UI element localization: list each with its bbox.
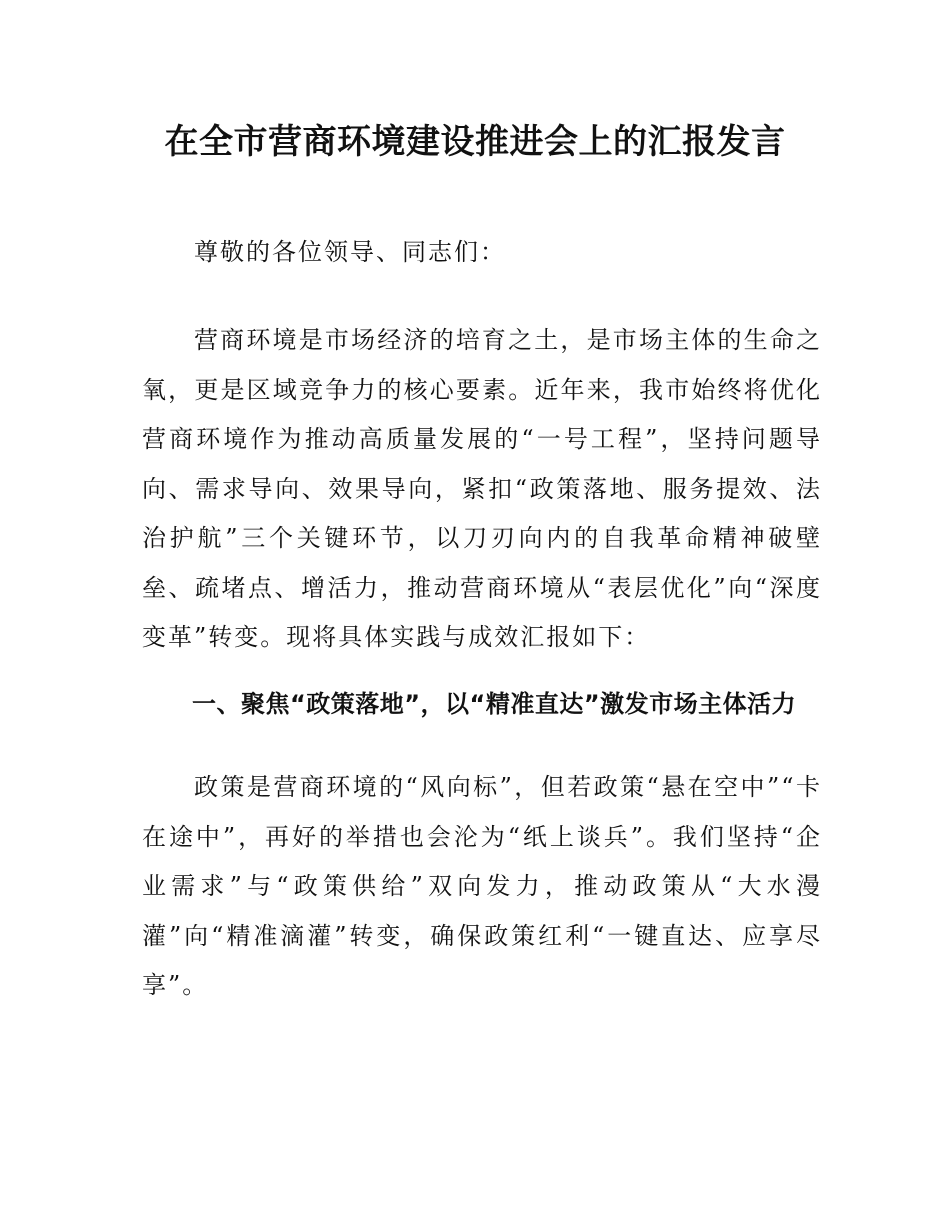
document-title: 在全市营商环境建设推进会上的汇报发言 [164,122,786,162]
section-1-paragraph: 政策是营商环境的“风向标”，但若政策“悬在空中”“卡在途中”，再好的举措也会沦为“纸上谈兵”。我们坚持“企业需求”与“政策供给”双向发力，推动政策从“大水漫灌”向“精准滴灌”转变，确保政策红利“一键直达、应享尽享”。 [142,773,822,999]
greeting-paragraph: 尊敬的各位领导、同志们： [194,238,506,266]
section-heading-1: 一、聚焦“政策落地”，以“精准直达”激发市场主体活力 [192,690,797,718]
intro-paragraph: 营商环境是市场经济的培育之土，是市场主体的生命之氧，更是区域竞争力的核心要素。近年来，我市始终将优化营商环境作为推动高质量发展的“一号工程”，坚持问题导向、需求导向、效果导向，紧扣“政策落地、服务提效、法治护航”三个关键环节，以刀刃向内的自我革命精神破壁垒、疏堵点、增活力，推动营商环境从“表层优化”向“深度变革”转变。现将具体实践与成效汇报如下： [142,326,822,651]
